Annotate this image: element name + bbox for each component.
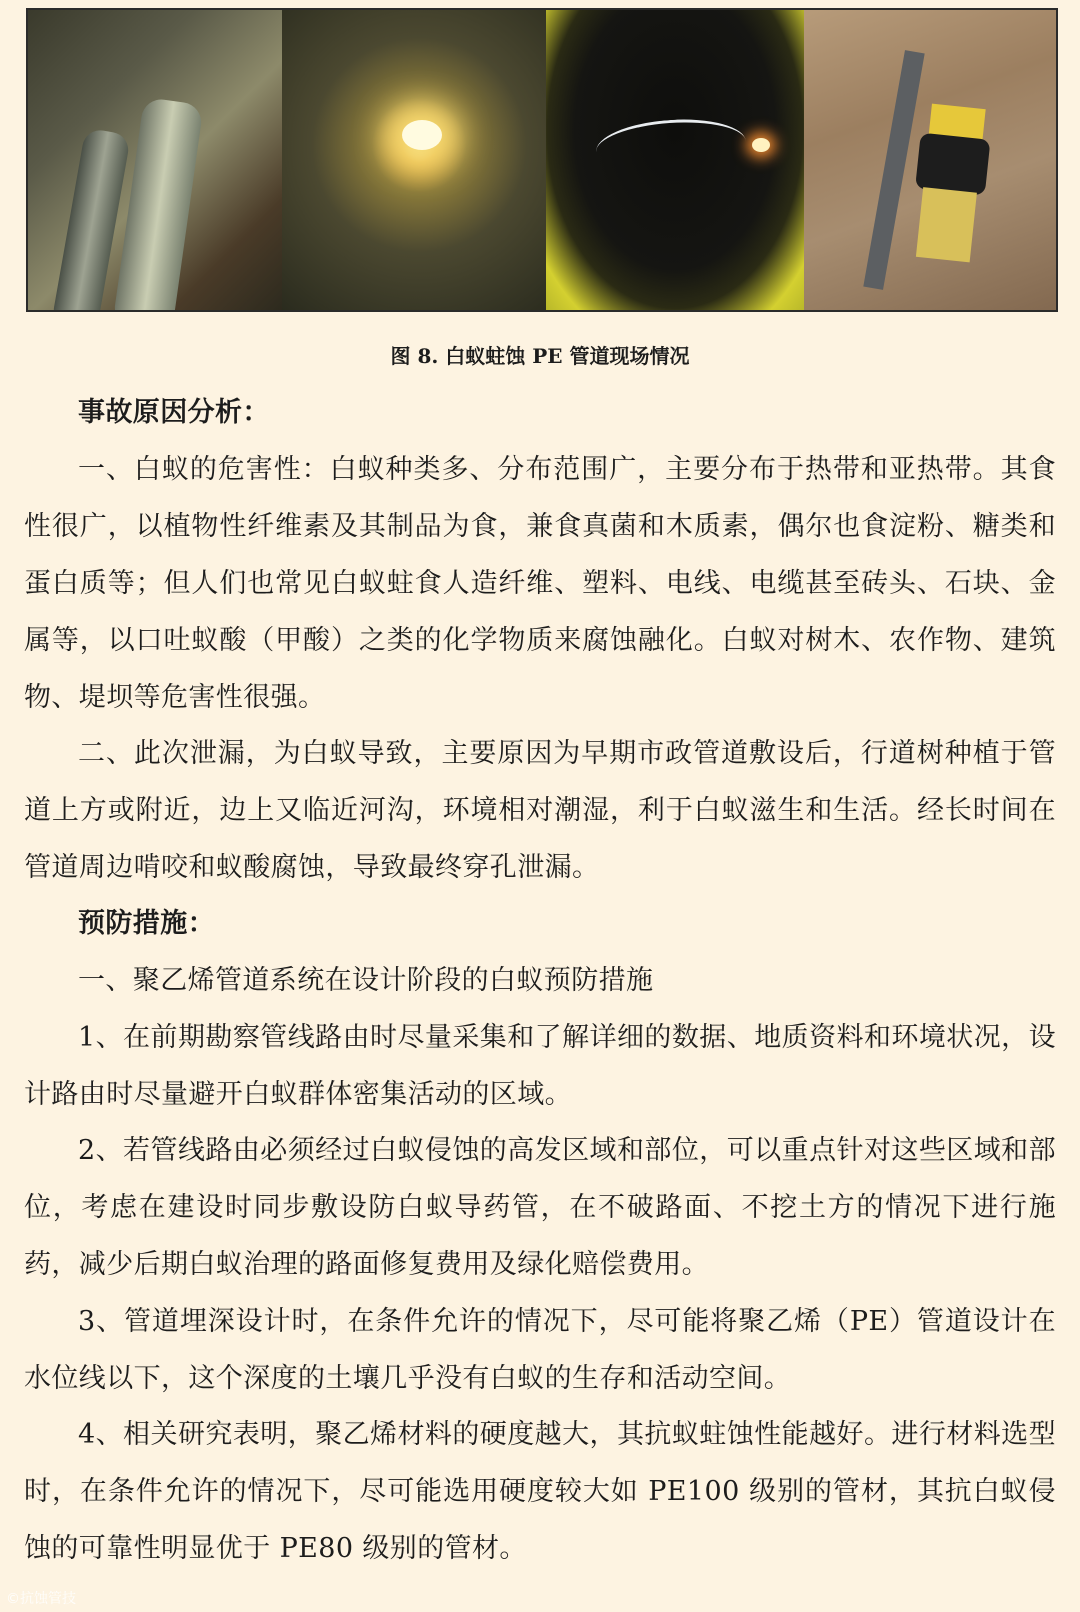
photo-pipe-interior bbox=[546, 10, 804, 310]
prevention-heading: 预防措施： bbox=[78, 908, 215, 939]
prevention-item-3: 3、管道埋深设计时，在条件允许的情况下，尽可能将聚乙烯（PE）管道设计在水位线以下，这个深度的土壤几乎没有白蚁的生存和活动空间。 bbox=[24, 1306, 1056, 1394]
watermark: ©抗蚀管技 bbox=[6, 1591, 76, 1607]
photo-repaired-fitting bbox=[804, 10, 1056, 310]
cause-heading: 事故原因分析： bbox=[78, 397, 270, 428]
figure-caption: 图 8. 白蚁蛀蚀 PE 管道现场情况 bbox=[390, 344, 690, 368]
prevention-item-4: 4、相关研究表明，聚乙烯材料的硬度越大，其抗蚁蛀蚀性能越好。进行材料选型时，在条件允许的情况下，尽可能选用硬度较大如 PE100 级别的管材，其抗白蚁侵蚀的可靠性明显优于 PE80 级别的管材。 bbox=[24, 1419, 1056, 1564]
prevention-item-1: 1、在前期勘察管线路由时尽量采集和了解详细的数据、地质资料和环境状况，设计路由时尽量避开白蚁群体密集活动的区域。 bbox=[24, 1022, 1056, 1110]
photo-excavated-pipe bbox=[28, 10, 282, 310]
cause-paragraph-1: 一、白蚁的危害性：白蚁种类多、分布范围广，主要分布于热带和亚热带。其食性很广，以植物性纤维素及其制品为食，兼食真菌和木质素，偶尔也食淀粉、糖类和蛋白质等；但人们也常见白蚁蛀食人造纤维、塑料、电线、电缆甚至砖头、石块、金属等，以口吐蚁酸（甲酸）之类的化学物质来腐蚀融化。白蚁对树木、农作物、建筑物、堤坝等危害性很强。 bbox=[24, 454, 1056, 713]
prevention-intro: 一、聚乙烯管道系统在设计阶段的白蚁预防措施 bbox=[78, 965, 654, 996]
cause-paragraph-2: 二、此次泄漏，为白蚁导致，主要原因为早期市政管道敷设后，行道树种植于管道上方或附近，边上又临近河沟，环境相对潮湿，利于白蚁滋生和生活。经长时间在管道周边啃咬和蚁酸腐蚀，导致最终穿孔泄漏。 bbox=[24, 738, 1056, 883]
prevention-item-2: 2、若管线路由必须经过白蚁侵蚀的高发区域和部位，可以重点针对这些区域和部位，考虑在建设时同步敷设防白蚁导药管，在不破路面、不挖土方的情况下进行施药，减少后期白蚁治理的路面修复费用及绿化赔偿费用。 bbox=[24, 1135, 1056, 1280]
figure-photo-strip bbox=[26, 8, 1058, 312]
photo-leak-point bbox=[282, 10, 546, 310]
